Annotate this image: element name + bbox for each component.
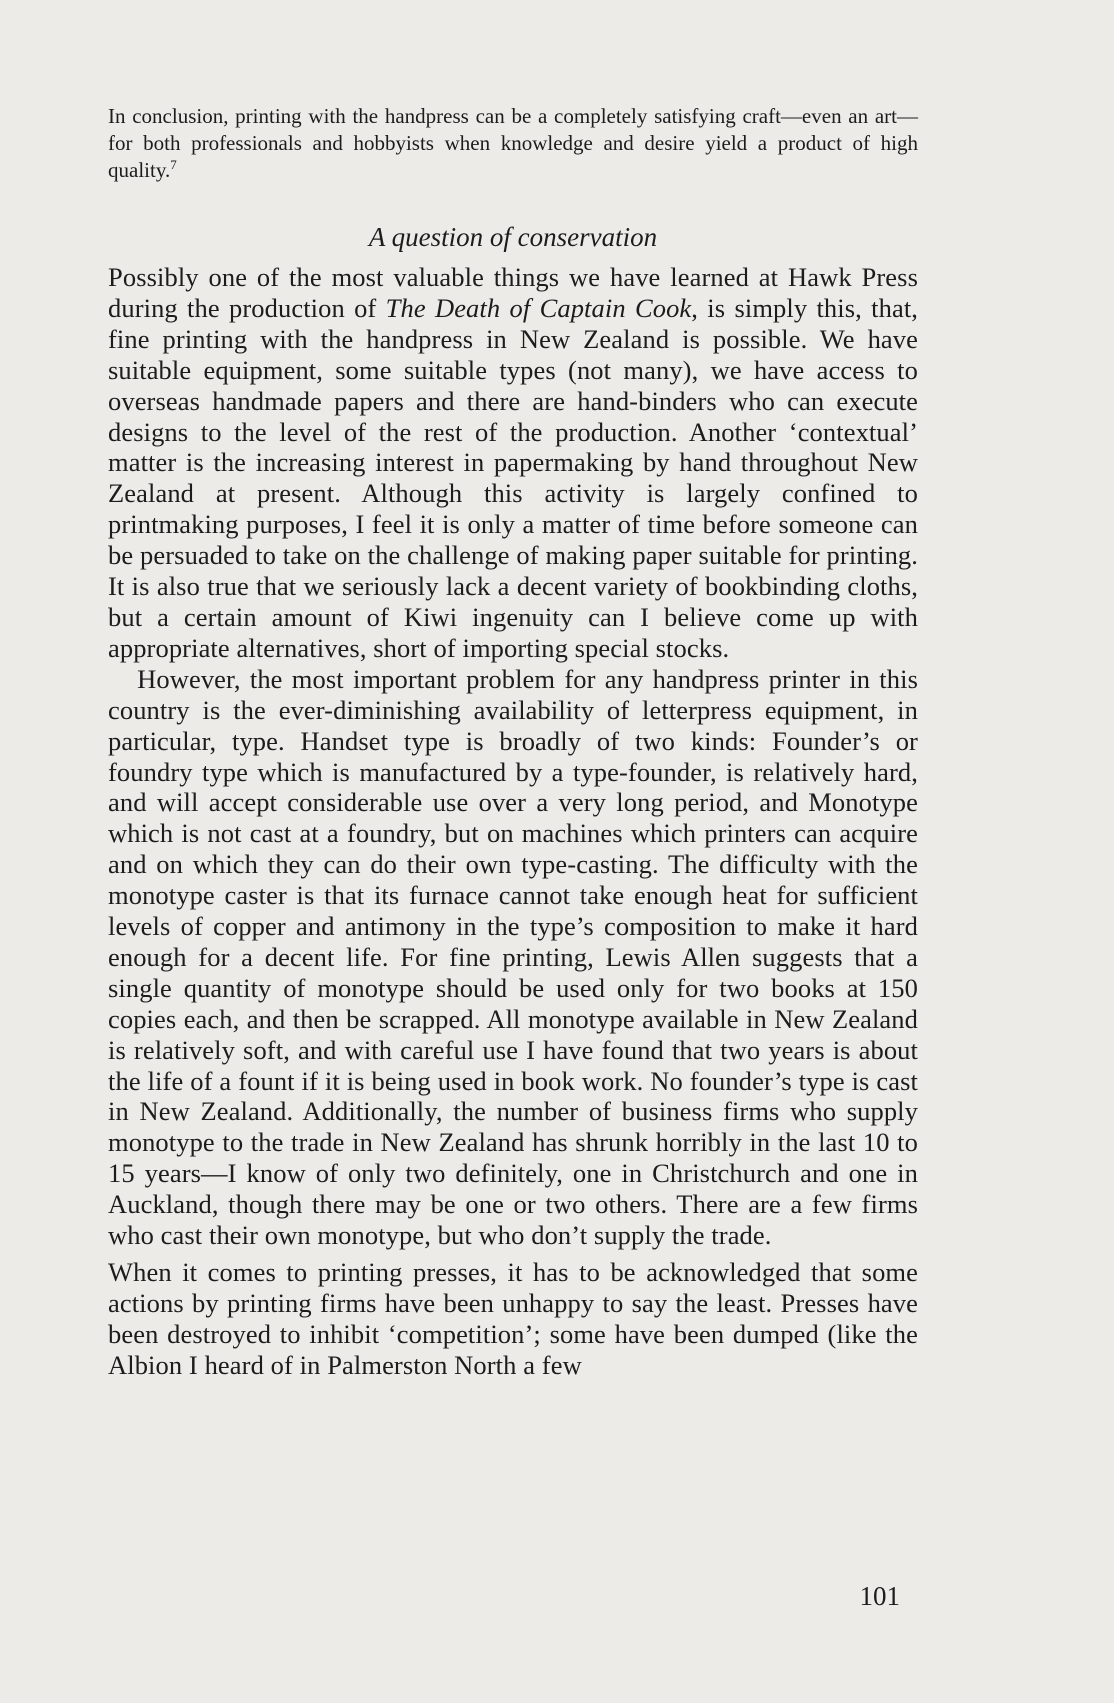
intro-paragraph: [108, 103, 918, 184]
intro-text: In conclusion, printing with the handpress can be a completely satisfying craft—even an art—for both professionals and hobbyists when knowledge and desire yield a product of high quality.: [108, 104, 918, 182]
section-heading: A question of conservation: [368, 222, 658, 252]
paragraph-1: [108, 262, 918, 664]
intro-paragraph-block: [108, 103, 918, 184]
paragraph-1-start: Possibly one of the most valuable things we have learned at Hawk Press during the production of: [108, 262, 918, 323]
paragraph-3: When it comes to printing presses, it has to be acknowledged that some actions by printing firms have been unhappy to say the least. Presses have been destroyed to inhibit ‘competition’; some have been dumped (like the Albion I heard of in Palmerston North a few: [108, 1257, 918, 1380]
paragraph-1-rest: , is simply this, that, fine printing with the handpress in New Zealand is possible. We have suitable equipment, some suitable types (not many), we have access to overseas handmade papers and there are hand-binders who can execute designs to the level of the rest of the production. Another ‘contextual’ matter is the increasing interest in papermaking by hand throughout New Zealand at present. Although this activity is largely confined to printmaking purposes, I feel it is only a matter of time before someone can be persuaded to take on the challenge of making paper suitable for printing. It is also true that we seriously lack a decent variety of bookbinding cloths, but a certain amount of Kiwi ingenuity can I believe come up with appropriate alternatives, short of importing special stocks.: [108, 292, 919, 663]
book-title: The Death of Captain Cook: [385, 292, 692, 323]
footnote-reference[interactable]: 7: [170, 157, 177, 172]
paragraph-2: However, the most important problem for any handpress printer in this country is the ever-diminishing availability of letterpress equipment, in particular, type. Handset type is broadly of two kinds: Founder’s or foundry type which is manufactured by a type-founder, is relatively hard, and will accept considerable use over a very long period, and Monotype which is not cast at a foundry, but on machines which printers can acquire and on which they can do their own type-casting. The difficulty with the monotype caster is that its furnace cannot take enough heat for sufficient levels of copper and antimony in the type’s composition to make it hard enough for a decent life. For fine printing, Lewis Allen suggests that a single quantity of monotype should be used only for two books at 150 copies each, and then be scrapped. All monotype available in New Zealand is relatively soft, and with careful use I have found that two years is about the life of a fount if it is being used in book work. No founder’s type is cast in New Zealand. Additionally, the number of business firms who supply monotype to the trade in New Zealand has shrunk horribly in the last 10 to 15 years—I know of only two definitely, one in Christchurch and one in Auckland, though there may be one or two others. There are a few firms who cast their own monotype, but who don’t supply the trade.: [108, 663, 918, 1251]
page-number: 101: [859, 1581, 900, 1611]
body-text: [108, 262, 918, 1381]
